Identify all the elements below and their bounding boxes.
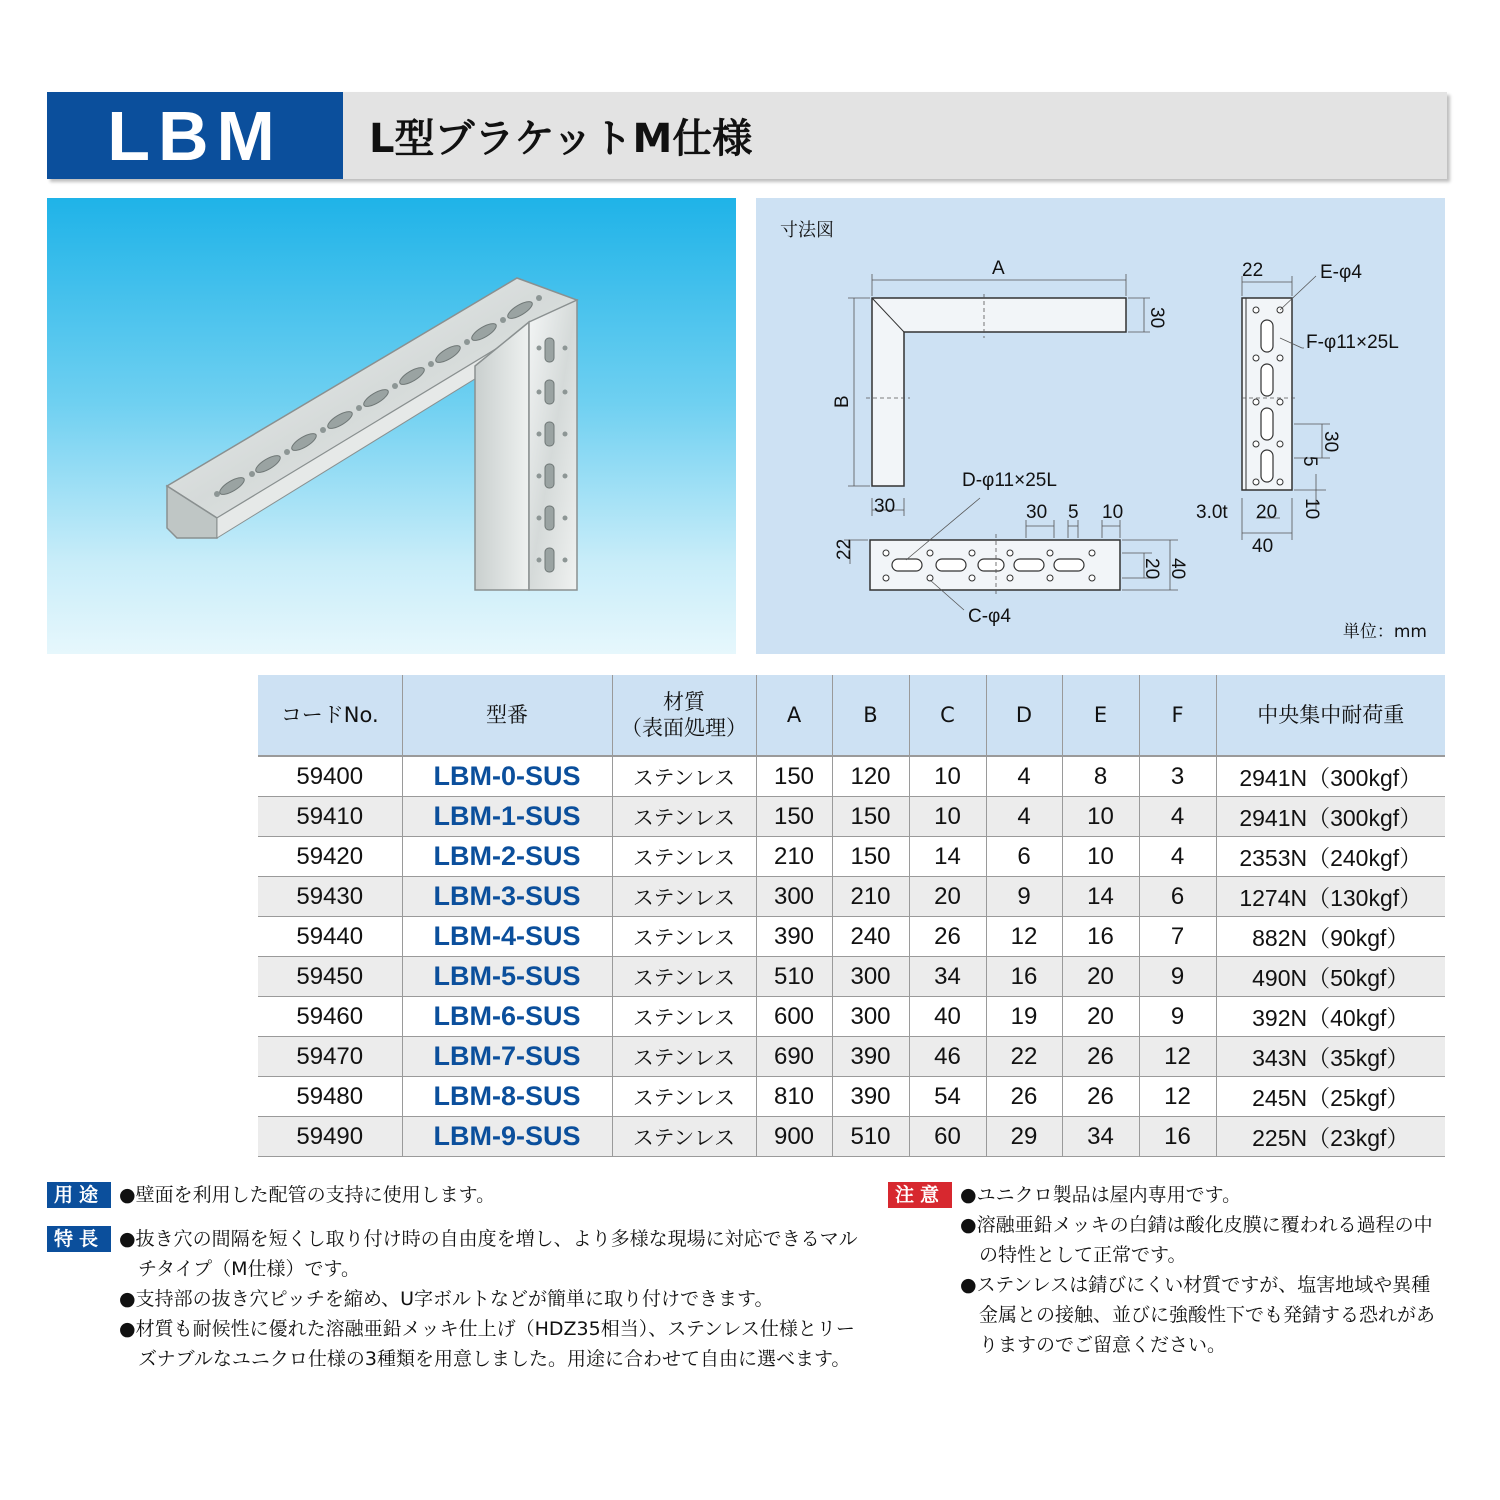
- f-hole-label: F-φ11×25L: [1306, 332, 1399, 353]
- table-cell: 4: [986, 797, 1062, 837]
- table-cell: 490N（50kgf）: [1216, 957, 1445, 997]
- dim-5-side: 5: [1299, 456, 1320, 467]
- table-cell: 34: [1062, 1117, 1139, 1157]
- table-cell: 26: [1062, 1037, 1139, 1077]
- table-cell: 120: [832, 756, 909, 797]
- table-cell: 59430: [258, 877, 402, 917]
- table-cell: 150: [832, 797, 909, 837]
- table-cell: 510: [832, 1117, 909, 1157]
- e-hole-label: E-φ4: [1320, 262, 1362, 283]
- dim-10-bottom: 10: [1102, 502, 1124, 523]
- unit-label: 単位：mm: [1342, 622, 1427, 642]
- table-cell: 3: [1139, 756, 1216, 797]
- table-cell: 4: [1139, 837, 1216, 877]
- table-cell: 9: [1139, 997, 1216, 1037]
- table-row: [258, 837, 1445, 877]
- dim-5-bottom: 5: [1068, 502, 1079, 523]
- dim-30-side-b: 30: [1320, 431, 1341, 453]
- caution-note: [888, 1180, 1448, 1360]
- table-cell: 4: [1139, 797, 1216, 837]
- table-cell: 26: [986, 1077, 1062, 1117]
- table-cell: 6: [1139, 877, 1216, 917]
- usage-note: [47, 1180, 867, 1210]
- caution-tag: 注意: [888, 1182, 952, 1208]
- table-row: [258, 756, 1445, 797]
- table-cell: 10: [1062, 837, 1139, 877]
- table-cell: 20: [909, 877, 986, 917]
- table-cell: 343N（35kgf）: [1216, 1037, 1445, 1077]
- table-cell: 10: [909, 797, 986, 837]
- table-cell: 690: [756, 1037, 832, 1077]
- features-note: [47, 1224, 867, 1374]
- table-cell: 8: [1062, 756, 1139, 797]
- table-cell: 150: [756, 756, 832, 797]
- column-header: D: [986, 675, 1062, 756]
- table-cell: 390: [832, 1037, 909, 1077]
- notes-section: [47, 1180, 867, 1388]
- table-cell: 150: [832, 837, 909, 877]
- table-cell: 59470: [258, 1037, 402, 1077]
- d-hole-label: D-φ11×25L: [962, 470, 1057, 491]
- table-cell: 59480: [258, 1077, 402, 1117]
- table-cell: 40: [909, 997, 986, 1037]
- table-cell: LBM-0-SUS: [402, 756, 612, 797]
- column-header: C: [909, 675, 986, 756]
- table-cell: 14: [909, 837, 986, 877]
- table-cell: 150: [756, 797, 832, 837]
- table-cell: ステンレス: [612, 877, 756, 917]
- table-cell: 12: [1139, 1037, 1216, 1077]
- table-cell: 16: [1062, 917, 1139, 957]
- table-cell: 390: [756, 917, 832, 957]
- table-cell: ステンレス: [612, 1037, 756, 1077]
- note-item: ● ユニクロ製品は屋内専用です。: [960, 1180, 1448, 1210]
- table-cell: 59410: [258, 797, 402, 837]
- table-cell: 22: [986, 1037, 1062, 1077]
- product-code: LBM: [47, 92, 343, 179]
- table-cell: 59460: [258, 997, 402, 1037]
- table-body: [258, 756, 1445, 1157]
- table-cell: ステンレス: [612, 957, 756, 997]
- note-item: ● 抜き穴の間隔を短くし取り付け時の自由度を増し、より多様な現場に対応できるマルチタイプ（M仕様）です。: [119, 1224, 867, 1284]
- table-row: [258, 997, 1445, 1037]
- table-row: [258, 1037, 1445, 1077]
- table-cell: 20: [1062, 957, 1139, 997]
- bracket-illustration: [47, 198, 736, 654]
- table-cell: 882N（90kgf）: [1216, 917, 1445, 957]
- table-cell: 26: [1062, 1077, 1139, 1117]
- table-cell: 14: [1062, 877, 1139, 917]
- table-cell: 60: [909, 1117, 986, 1157]
- table-cell: 2353N（240kgf）: [1216, 837, 1445, 877]
- table-cell: 225N（23kgf）: [1216, 1117, 1445, 1157]
- table-cell: 210: [756, 837, 832, 877]
- note-item: ● 材質も耐候性に優れた溶融亜鉛メッキ仕上げ（HDZ35相当）、ステンレス仕様とリーズナブルなユニクロ仕様の3種類を用意しました。用途に合わせて自由に選べます。: [119, 1314, 867, 1374]
- note-item: ● ステンレスは錆びにくい材質ですが、塩害地域や異種金属との接触、並びに強酸性下でも発錆する恐れがありますのでご留意ください。: [960, 1270, 1448, 1360]
- usage-tag: 用途: [47, 1182, 111, 1208]
- table-cell: 10: [1062, 797, 1139, 837]
- table-cell: ステンレス: [612, 1117, 756, 1157]
- thickness-label: 3.0t: [1196, 502, 1228, 523]
- column-header: B: [832, 675, 909, 756]
- table-row: [258, 917, 1445, 957]
- product-title: L型ブラケットM仕様: [343, 92, 1447, 179]
- table-cell: 9: [986, 877, 1062, 917]
- table-cell: 1274N（130kgf）: [1216, 877, 1445, 917]
- table-row: [258, 957, 1445, 997]
- dim-40-side: 40: [1252, 536, 1274, 557]
- table-cell: ステンレス: [612, 1077, 756, 1117]
- table-cell: LBM-5-SUS: [402, 957, 612, 997]
- features-tag: 特長: [47, 1226, 111, 1252]
- note-item: ● 支持部の抜き穴ピッチを縮め、U字ボルトなどが簡単に取り付けできます。: [119, 1284, 867, 1314]
- table-cell: 59450: [258, 957, 402, 997]
- page-header: [47, 92, 1447, 179]
- usage-items: [111, 1180, 867, 1210]
- caution-items: [952, 1180, 1448, 1360]
- table-cell: 12: [986, 917, 1062, 957]
- table-cell: 390: [832, 1077, 909, 1117]
- table-cell: 26: [909, 917, 986, 957]
- dim-30-bottom: 30: [1026, 502, 1048, 523]
- table-cell: 6: [986, 837, 1062, 877]
- table-cell: 59440: [258, 917, 402, 957]
- table-cell: LBM-3-SUS: [402, 877, 612, 917]
- dim-a-label: A: [992, 258, 1005, 279]
- table-cell: 29: [986, 1117, 1062, 1157]
- table-cell: 12: [1139, 1077, 1216, 1117]
- dim-22-side: 22: [1242, 260, 1264, 281]
- features-items: [111, 1224, 867, 1374]
- table-cell: LBM-1-SUS: [402, 797, 612, 837]
- table-cell: 7: [1139, 917, 1216, 957]
- table-row: [258, 1077, 1445, 1117]
- table-cell: 59420: [258, 837, 402, 877]
- table-cell: LBM-2-SUS: [402, 837, 612, 877]
- dim-20-side: 20: [1256, 502, 1278, 523]
- column-header: 型番: [402, 675, 612, 756]
- table-cell: ステンレス: [612, 837, 756, 877]
- dim-30-top: 30: [1146, 307, 1167, 329]
- table-cell: 2941N（300kgf）: [1216, 756, 1445, 797]
- table-cell: LBM-9-SUS: [402, 1117, 612, 1157]
- dim-30-side: 30: [874, 496, 896, 517]
- caution-section: [888, 1180, 1448, 1374]
- table-cell: 392N（40kgf）: [1216, 997, 1445, 1037]
- column-header: コードNo.: [258, 675, 402, 756]
- table-cell: 810: [756, 1077, 832, 1117]
- table-header-row: [258, 675, 1445, 756]
- table-cell: 510: [756, 957, 832, 997]
- table-cell: LBM-8-SUS: [402, 1077, 612, 1117]
- table-row: [258, 797, 1445, 837]
- table-cell: ステンレス: [612, 997, 756, 1037]
- c-hole-label: C-φ4: [968, 606, 1011, 627]
- table-cell: 300: [832, 957, 909, 997]
- dim-b-label: B: [832, 395, 853, 408]
- dim-20-bottom: 20: [1141, 558, 1162, 580]
- table-cell: 4: [986, 756, 1062, 797]
- table-cell: LBM-4-SUS: [402, 917, 612, 957]
- dim-40-bottom: 40: [1167, 558, 1188, 580]
- table-cell: ステンレス: [612, 917, 756, 957]
- dimension-drawing: [756, 198, 1445, 654]
- table-cell: 2941N（300kgf）: [1216, 797, 1445, 837]
- table-cell: 240: [832, 917, 909, 957]
- table-cell: ステンレス: [612, 756, 756, 797]
- column-header: E: [1062, 675, 1139, 756]
- column-header: 材質 （表面処理）: [612, 675, 756, 756]
- column-header: A: [756, 675, 832, 756]
- table-cell: 16: [1139, 1117, 1216, 1157]
- table-cell: 34: [909, 957, 986, 997]
- table-cell: 600: [756, 997, 832, 1037]
- table-cell: 59400: [258, 756, 402, 797]
- dimension-diagram: [756, 198, 1445, 654]
- dim-10-side: 10: [1301, 498, 1322, 520]
- table-cell: 300: [756, 877, 832, 917]
- table-cell: ステンレス: [612, 797, 756, 837]
- table-row: [258, 1117, 1445, 1157]
- column-header: 中央集中耐荷重: [1216, 675, 1445, 756]
- table-cell: LBM-6-SUS: [402, 997, 612, 1037]
- table-cell: 210: [832, 877, 909, 917]
- diagram-title: 寸法図: [780, 220, 834, 241]
- dim-22-bottom: 22: [834, 538, 855, 560]
- table-cell: LBM-7-SUS: [402, 1037, 612, 1077]
- spec-table: [258, 675, 1445, 1157]
- table-cell: 300: [832, 997, 909, 1037]
- table-cell: 900: [756, 1117, 832, 1157]
- table-cell: 54: [909, 1077, 986, 1117]
- table-cell: 10: [909, 756, 986, 797]
- table-cell: 9: [1139, 957, 1216, 997]
- table-cell: 245N（25kgf）: [1216, 1077, 1445, 1117]
- column-header: F: [1139, 675, 1216, 756]
- note-item: ● 溶融亜鉛メッキの白錆は酸化皮膜に覆われる過程の中の特性として正常です。: [960, 1210, 1448, 1270]
- table-cell: 20: [1062, 997, 1139, 1037]
- table-cell: 19: [986, 997, 1062, 1037]
- table-cell: 46: [909, 1037, 986, 1077]
- table-cell: 16: [986, 957, 1062, 997]
- table-row: [258, 877, 1445, 917]
- table-cell: 59490: [258, 1117, 402, 1157]
- product-photo: [47, 198, 736, 654]
- note-item: ● 壁面を利用した配管の支持に使用します。: [119, 1180, 867, 1210]
